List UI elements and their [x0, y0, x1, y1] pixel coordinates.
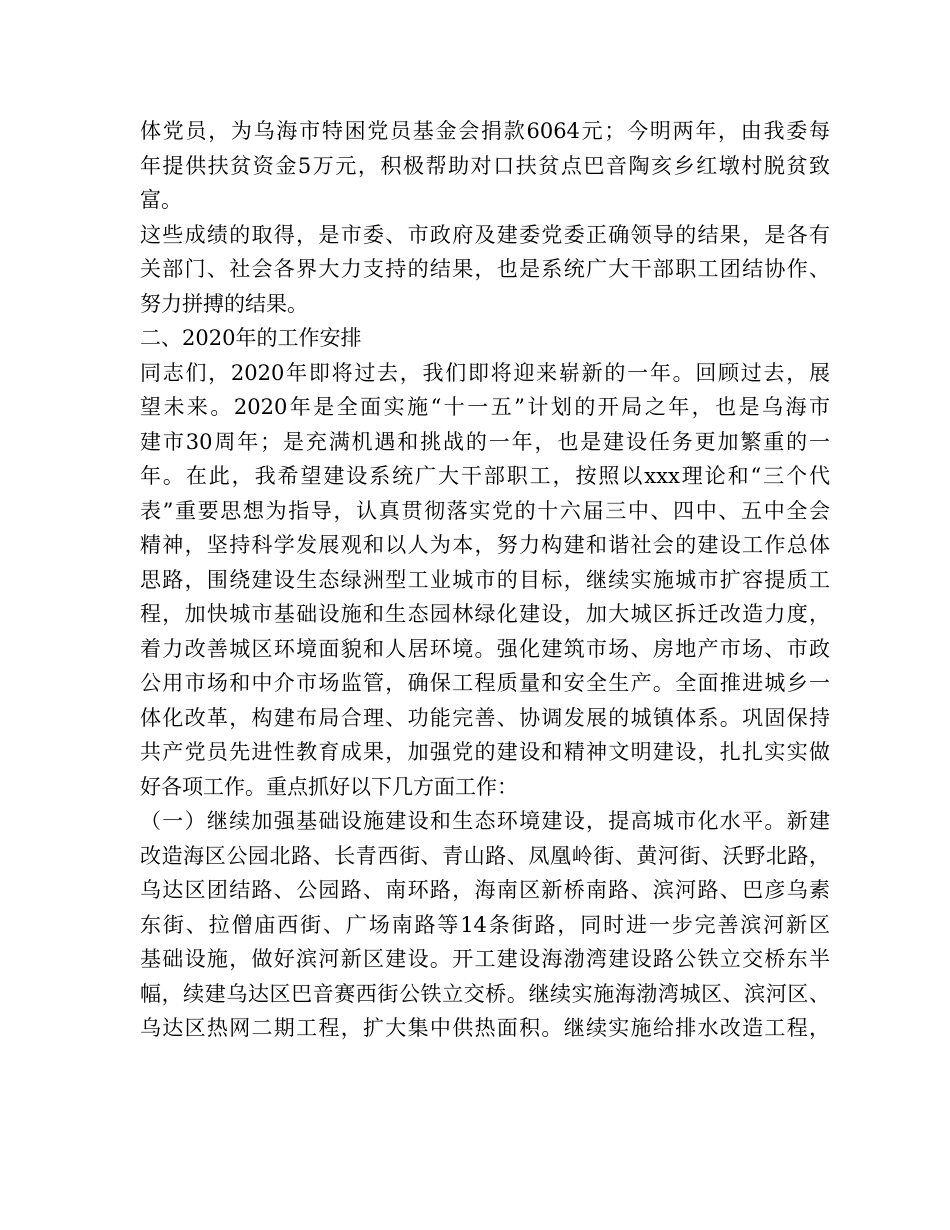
text-line: 精神，坚持科学发展观和以人为本，努力构建和谐社会的建设工作总体	[140, 533, 830, 557]
text-line: 关部门、社会各界大力支持的结果，也是系统广大干部职工团结协作、	[140, 257, 830, 281]
text-line: 着力改善城区环境面貌和人居环境。强化建筑市场、房地产市场、市政	[140, 636, 830, 661]
text-line: 年。在此，我希望建设系统广大干部职工，按照以xxx理论和“三个代	[140, 464, 830, 488]
text-line: 改造海区公园北路、长青西街、青山路、凤凰岭街、黄河街、沃野北路，	[140, 843, 830, 868]
text-line: 东街、拉僧庙西街、广场南路等14条街路，同时进一步完善滨河新区	[140, 912, 830, 937]
text-line: 富。	[140, 188, 182, 212]
text-line: 同志们，2020年即将过去，我们即将迎来崭新的一年。回顾过去，展	[140, 360, 830, 385]
text-line: 年提供扶贫资金5万元，积极帮助对口扶贫点巴音陶亥乡红墩村脱贫致	[140, 153, 830, 178]
text-line: 乌达区热网二期工程，扩大集中供热面积。继续实施给排水改造工程，	[140, 1016, 830, 1040]
text-line: 共产党员先进性教育成果，加强党的建设和精神文明建设，扎扎实实做	[140, 740, 830, 764]
text-line: 基础设施，做好滨河新区建设。开工建设海渤湾建设路公铁立交桥东半	[140, 947, 830, 971]
text-line: 乌达区团结路、公园路、南环路，海南区新桥南路、滨河路、巴彦乌素	[140, 878, 830, 902]
text-line: 望未来。2020年是全面实施“十一五”计划的开局之年，也是乌海市	[140, 395, 830, 419]
text-line: 建市30周年；是充满机遇和挑战的一年，也是建设任务更加繁重的一	[140, 429, 830, 454]
text-line: 努力拼搏的结果。	[140, 291, 308, 316]
text-line: 这些成绩的取得，是市委、市政府及建委党委正确领导的结果，是各有	[140, 222, 830, 247]
text-line: 体化改革，构建布局合理、功能完善、协调发展的城镇体系。巩固保持	[140, 705, 830, 730]
text-line: 幅，续建乌达区巴音赛西街公铁立交桥。继续实施海渤湾城区、滨河区、	[140, 981, 830, 1006]
text-line: 二、2020年的工作安排	[140, 326, 362, 350]
text-line: （一）继续加强基础设施建设和生态环境建设，提高城市化水平。新建	[140, 809, 830, 833]
document-body	[140, 114, 830, 1046]
text-line: 好各项工作。重点抓好以下几方面工作：	[140, 774, 518, 799]
text-line: 思路，围绕建设生态绿洲型工业城市的目标，继续实施城市扩容提质工	[140, 567, 830, 592]
text-line: 表”重要思想为指导，认真贯彻落实党的十六届三中、四中、五中全会	[140, 498, 830, 523]
text-line: 公用市场和中介市场监管，确保工程质量和安全生产。全面推进城乡一	[140, 671, 830, 695]
text-line: 程，加快城市基础设施和生态园林绿化建设，加大城区拆迁改造力度，	[140, 602, 830, 626]
text-line: 体党员，为乌海市特困党员基金会捐款6064元；今明两年，由我委每	[140, 119, 830, 143]
